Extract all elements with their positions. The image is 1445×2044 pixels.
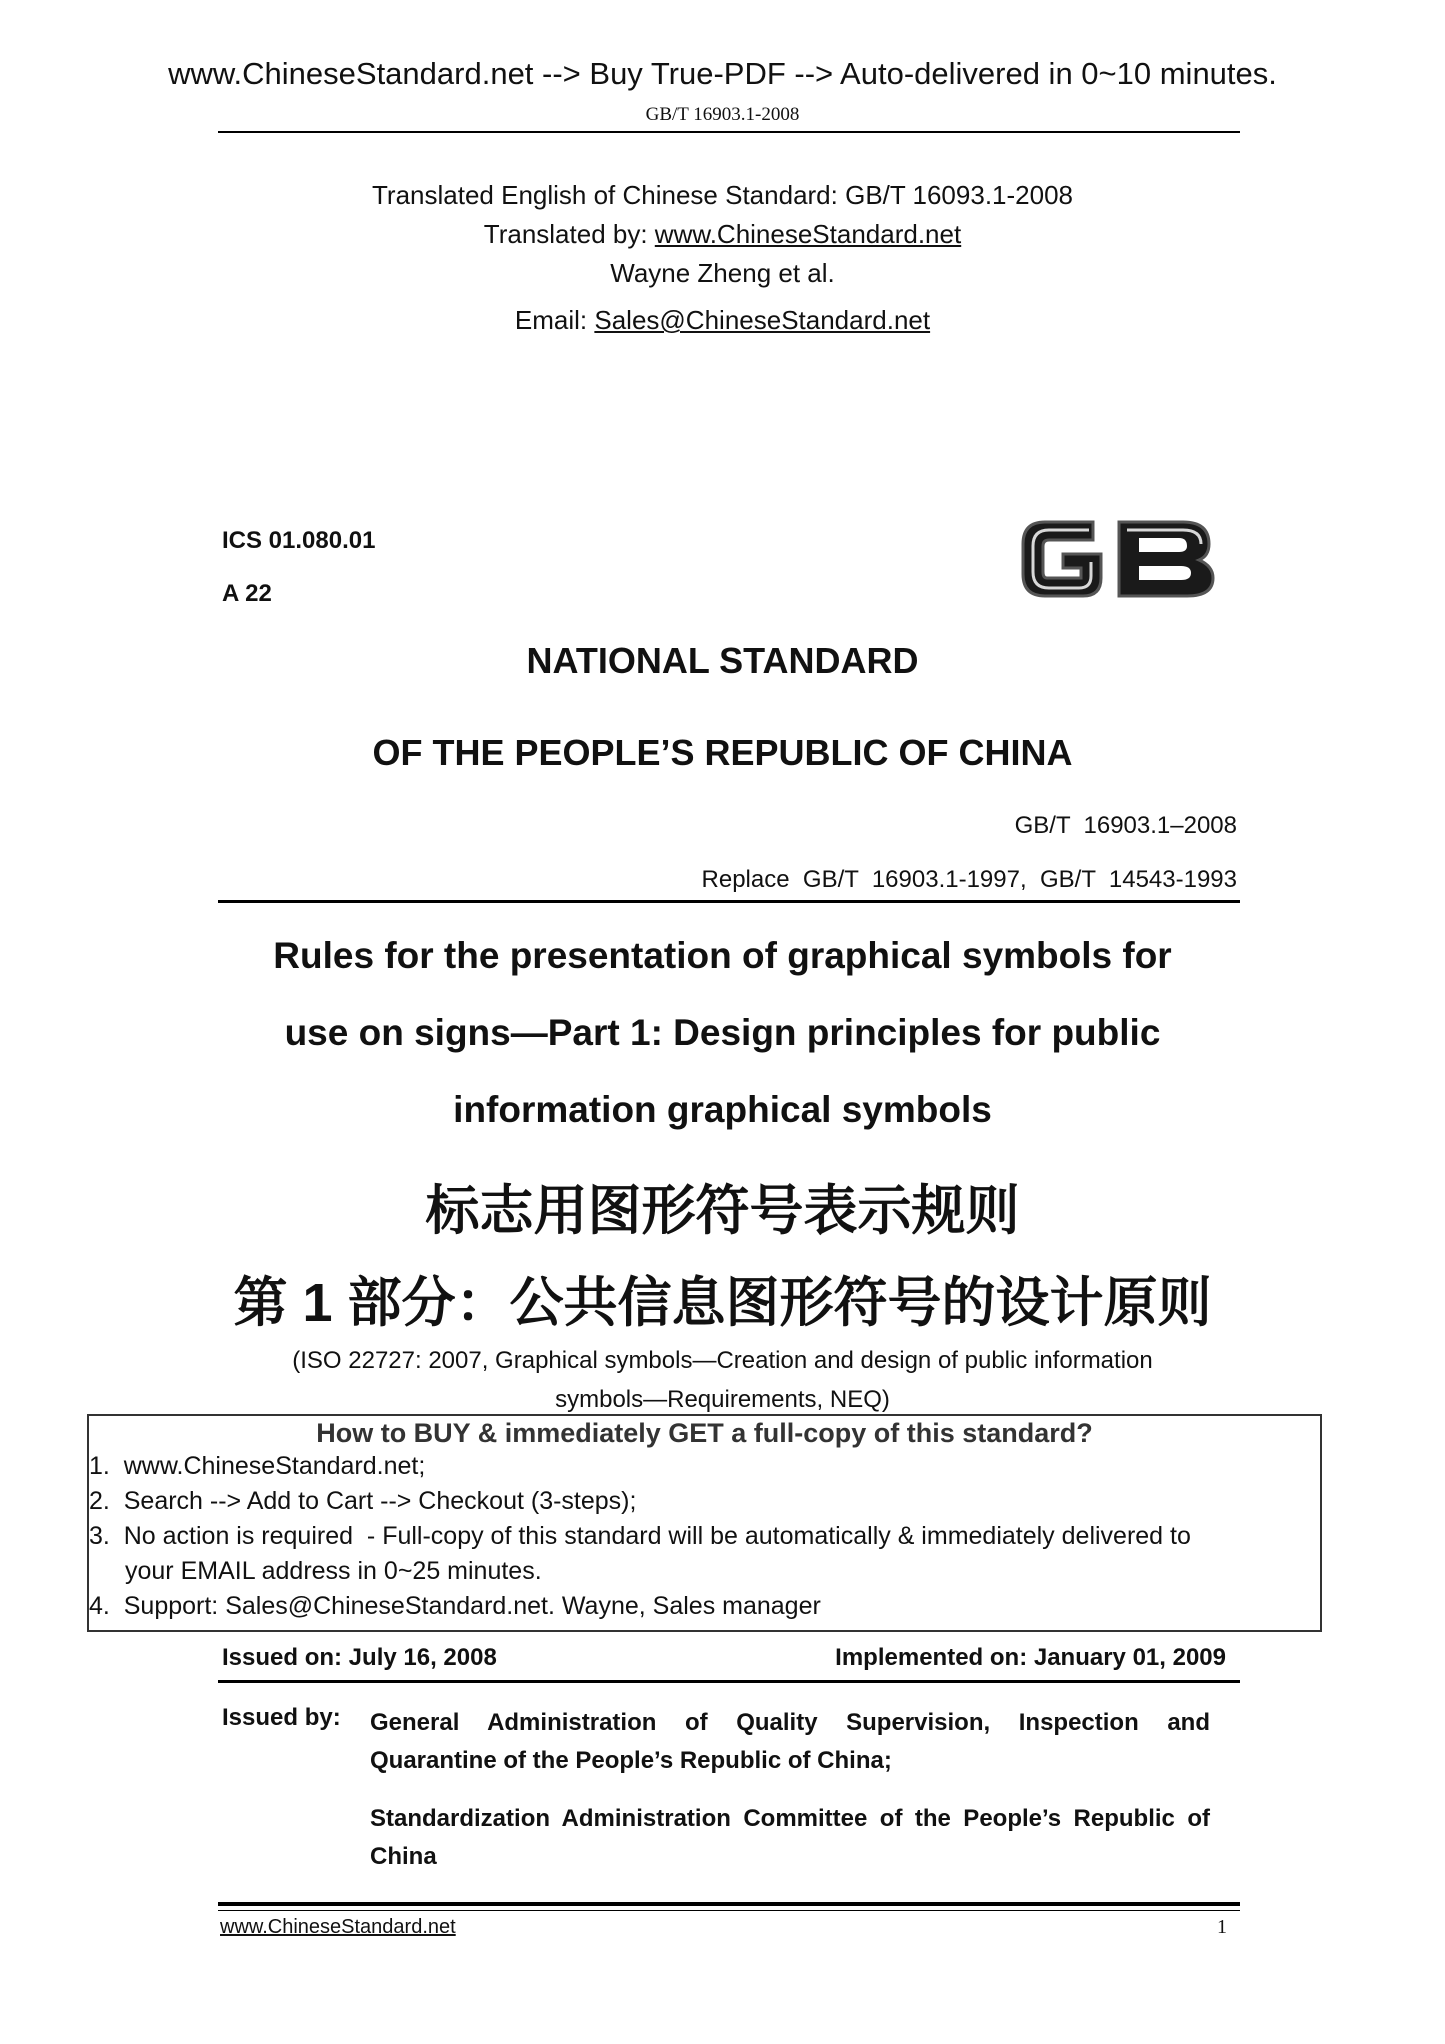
implemented-on: Implemented on: January 01, 2009 xyxy=(835,1644,1226,1671)
buy-step-1: 1. www.ChineseStandard.net; xyxy=(89,1452,426,1480)
translation-authors: Wayne Zheng et al. xyxy=(610,258,835,288)
standard-number: GB/T 16903.1–2008 xyxy=(1014,812,1237,839)
buy-step-3: 3. No action is required - Full-copy of this standard will be automatically & immediately delivered to xyxy=(89,1522,1191,1550)
gb-logo xyxy=(1015,508,1220,608)
footer-rule-thick xyxy=(218,1902,1240,1906)
translated-by-label: Translated by: xyxy=(483,219,655,249)
issued-by-label: Issued by: xyxy=(222,1704,341,1731)
buy-box-heading: How to BUY & immediately GET a full-copy of this standard? xyxy=(316,1418,1093,1448)
translation-email xyxy=(0,305,1445,336)
title-line-2: OF THE PEOPLE’S REPUBLIC OF CHINA xyxy=(372,732,1073,773)
dates-rule xyxy=(218,1680,1240,1683)
translation-line: Translated English of Chinese Standard: GB/T 16093.1-2008 xyxy=(372,180,1073,210)
chinese-title-line-2: 第 1 部分：公共信息图形符号的设计原则 xyxy=(233,1273,1212,1333)
translator-link[interactable]: www.ChineseStandard.net xyxy=(654,219,962,249)
issuer-2: Standardization Administration Committee of the People’s Republic of China xyxy=(370,1805,1210,1870)
email-link[interactable]: Sales@ChineseStandard.net xyxy=(594,305,931,335)
english-title-line-3: information graphical symbols xyxy=(453,1089,992,1130)
page-number: 1 xyxy=(1217,1916,1227,1938)
footer-link[interactable]: www.ChineseStandard.net xyxy=(220,1916,456,1938)
chinese-title-line-1: 标志用图形符号表示规则 xyxy=(425,1181,1020,1241)
english-title-line-1: Rules for the presentation of graphical symbols for xyxy=(273,935,1172,976)
ics-code: ICS 01.080.01 xyxy=(222,527,376,554)
buy-box-list xyxy=(89,1449,1320,1624)
buy-step-3-cont: your EMAIL address in 0~25 minutes. xyxy=(125,1557,542,1585)
header-code: GB/T 16903.1-2008 xyxy=(645,104,800,125)
issued-on: Issued on: July 16, 2008 xyxy=(222,1644,497,1671)
iso-reference-line-2: symbols—Requirements, NEQ) xyxy=(555,1386,890,1413)
iso-reference-line-1: (ISO 22727: 2007, Graphical symbols—Creation and design of public information xyxy=(292,1347,1153,1374)
title-line-1: NATIONAL STANDARD xyxy=(526,640,919,681)
buy-step-2: 2. Search --> Add to Cart --> Checkout (3-steps); xyxy=(89,1487,637,1515)
english-title-line-2: use on signs—Part 1: Design principles for public xyxy=(284,1012,1161,1053)
ccs-code: A 22 xyxy=(222,580,272,607)
header-rule xyxy=(218,131,1240,133)
issuer-1: General Administration of Quality Supervision, Inspection and Quarantine of the People’s Republic of China; xyxy=(370,1709,1210,1774)
email-label: Email: xyxy=(514,305,595,335)
footer-rule-thin xyxy=(218,1910,1240,1911)
replace-note: Replace GB/T 16903.1-1997, GB/T 14543-1993 xyxy=(701,866,1237,893)
translated-by xyxy=(0,219,1445,250)
top-banner: www.ChineseStandard.net --> Buy True-PDF --> Auto-delivered in 0~10 minutes. xyxy=(168,56,1277,91)
buy-step-4: 4. Support: Sales@ChineseStandard.net. Wayne, Sales manager xyxy=(89,1592,821,1620)
title-rule xyxy=(218,900,1240,903)
buy-info-box xyxy=(87,1414,1322,1632)
gb-logo-graphic xyxy=(1015,508,1220,608)
